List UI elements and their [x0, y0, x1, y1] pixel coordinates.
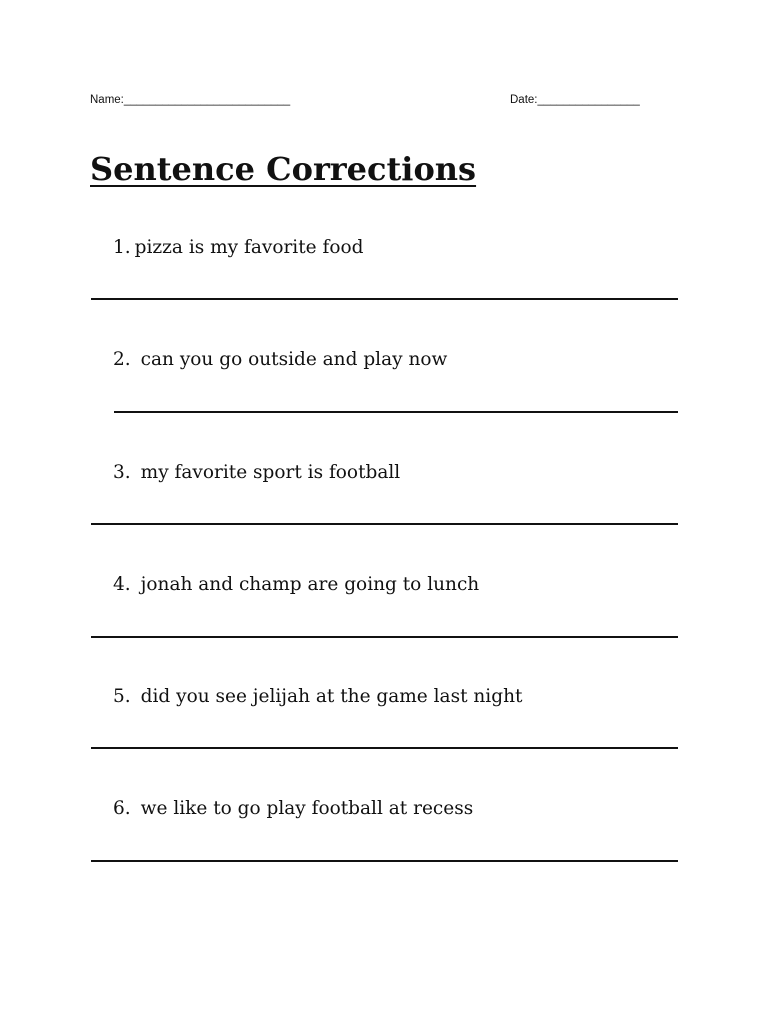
item-text: we like to go play football at recess: [140, 798, 474, 819]
name-field[interactable]: Name:__________________________: [90, 94, 291, 106]
answer-line[interactable]: [91, 747, 678, 749]
item-text: can you go outside and play now: [140, 349, 448, 370]
item-number: 4.: [113, 574, 131, 595]
answer-line[interactable]: [114, 411, 678, 413]
list-item: [113, 574, 479, 595]
date-field[interactable]: Date:________________: [510, 94, 640, 106]
list-item: [113, 349, 447, 370]
page-title: Sentence Corrections: [90, 150, 477, 188]
answer-line[interactable]: [91, 523, 678, 525]
item-text: did you see jelijah at the game last night: [140, 686, 523, 707]
list-item: [113, 686, 522, 707]
list-item: [113, 462, 400, 483]
item-text: jonah and champ are going to lunch: [140, 574, 480, 595]
item-number: 1.: [113, 237, 131, 258]
list-item: [113, 237, 363, 258]
answer-line[interactable]: [91, 860, 678, 862]
answer-line[interactable]: [91, 298, 678, 300]
item-number: 2.: [113, 349, 131, 370]
answer-line[interactable]: [91, 636, 678, 638]
item-text: pizza is my favorite food: [134, 237, 364, 258]
item-number: 3.: [113, 462, 131, 483]
item-number: 5.: [113, 686, 131, 707]
item-text: my favorite sport is football: [140, 462, 401, 483]
list-item: [113, 798, 473, 819]
item-number: 6.: [113, 798, 131, 819]
